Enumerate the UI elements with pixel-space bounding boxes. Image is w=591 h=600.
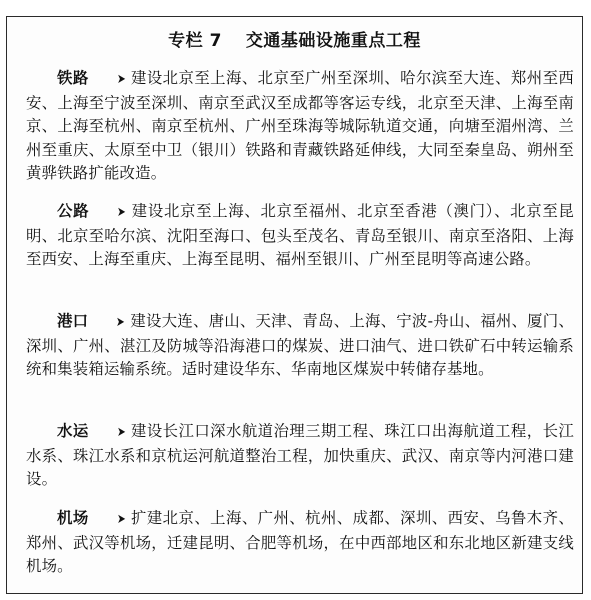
section-label-waterway: 水运 (57, 422, 89, 440)
section-label-highway: 公路 (57, 202, 90, 220)
section-text-waterway: 建设长江口深水航道治理三期工程、珠江口出海航道工程，长江水系、珠江水系和京杭运河航道整治工程，加快重庆、武汉、南京等内河港口建设。 (26, 422, 574, 488)
arrow-right-icon: ➤ (117, 205, 127, 220)
arrow-right-icon: ➤ (116, 315, 126, 330)
section-label-railway: 铁路 (57, 69, 89, 87)
section-railway (26, 67, 574, 186)
arrow-right-icon: ➤ (116, 425, 126, 440)
section-label-port: 港口 (57, 312, 89, 330)
section-airport (26, 507, 574, 579)
section-highway (26, 200, 574, 272)
section-label-airport: 机场 (57, 509, 89, 527)
section-text-airport: 扩建北京、上海、广州、杭州、成都、深圳、西安、乌鲁木齐、郑州、武汉等机场，迁建昆明、合肥等机场，在中西部地区和东北地区新建支线机场。 (26, 509, 574, 575)
section-waterway (26, 420, 574, 492)
arrow-right-icon: ➤ (116, 72, 126, 87)
page-title: 专栏 7 交通基础设施重点工程 (168, 31, 421, 51)
section-text-highway: 建设北京至上海、北京至福州、北京至香港（澳门）、北京至昆明、北京至哈尔滨、沈阳至海口、包头至茂名、青岛至银川、南京至洛阳、上海至西安、上海至重庆、上海至昆明、福州至银川、广州至昆明等高速公路。 (26, 202, 575, 268)
arrow-right-icon: ➤ (116, 512, 126, 527)
section-port (26, 310, 574, 382)
section-text-railway: 建设北京至上海、北京至广州至深圳、哈尔滨至大连、郑州至西安、上海至宁波至深圳、南京至武汉至成都等客运专线，北京至天津、上海至南京、上海至杭州、南京至杭州、广州至珠海等城际轨道交通，向塘至湄州湾、兰州至重庆、太原至中卫（银川）铁路和青藏铁路延伸线，大同至秦皇岛、朔州至黄骅铁路扩能改造。 (26, 69, 574, 182)
section-text-port: 建设大连、唐山、天津、青岛、上海、宁波-舟山、福州、厦门、深圳、广州、湛江及防城等沿海港口的煤炭、进口油气、进口铁矿石中转运输系统和集装箱运输系统。适时建设华东、华南地区煤炭中转储存基地。 (26, 312, 574, 378)
feature-box (6, 16, 583, 594)
